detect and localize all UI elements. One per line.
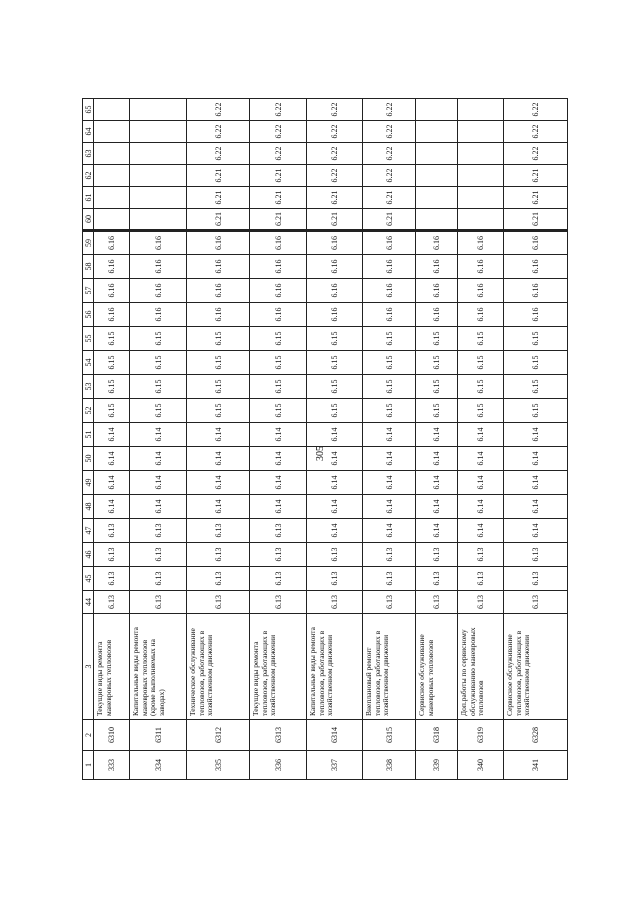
rate-table (82, 98, 568, 780)
value-cell: 6.15 (187, 351, 250, 375)
value-cell: 6.16 (130, 303, 187, 327)
value-cell: 6.21 (363, 209, 416, 231)
value-cell (458, 143, 504, 165)
value-cell: 6.14 (94, 447, 130, 471)
value-cell: 6.13 (307, 567, 363, 591)
column-header: 58 (83, 255, 94, 279)
value-cell: 6.15 (458, 327, 504, 351)
code-cell: 6314 (307, 720, 363, 751)
work-name-cell: Сервисное обслуживание маневровых тепловозов (416, 614, 458, 720)
value-cell: 6.13 (250, 591, 307, 614)
value-cell: 6.16 (363, 231, 416, 255)
value-cell: 6.14 (458, 447, 504, 471)
value-cell: 6.15 (94, 351, 130, 375)
value-cell: 6.14 (94, 495, 130, 519)
value-cell: 6.13 (458, 567, 504, 591)
value-cell: 6.22 (307, 99, 363, 121)
value-cell: 6.22 (504, 143, 568, 165)
value-cell: 6.16 (416, 303, 458, 327)
column-header: 52 (83, 399, 94, 423)
table-row (363, 99, 416, 780)
value-cell: 6.15 (363, 351, 416, 375)
row-number-cell: 340 (458, 751, 504, 780)
value-cell: 6.14 (187, 447, 250, 471)
value-cell: 6.15 (458, 375, 504, 399)
code-cell: 6319 (458, 720, 504, 751)
value-cell: 6.14 (504, 423, 568, 447)
column-header: 57 (83, 279, 94, 303)
page-number: 305 (314, 445, 326, 461)
value-cell: 6.16 (130, 255, 187, 279)
value-cell: 6.13 (130, 543, 187, 567)
value-cell: 6.13 (187, 543, 250, 567)
value-cell: 6.15 (363, 399, 416, 423)
value-cell: 6.16 (187, 231, 250, 255)
value-cell (458, 99, 504, 121)
column-header: 64 (83, 121, 94, 143)
column-header: 48 (83, 495, 94, 519)
value-cell (416, 143, 458, 165)
value-cell: 6.16 (307, 303, 363, 327)
value-cell: 6.14 (363, 495, 416, 519)
value-cell: 6.13 (187, 519, 250, 543)
column-header: 56 (83, 303, 94, 327)
value-cell: 6.13 (307, 591, 363, 614)
value-cell: 6.15 (187, 399, 250, 423)
value-cell: 6.15 (130, 327, 187, 351)
value-cell: 6.13 (504, 591, 568, 614)
value-cell (130, 187, 187, 209)
value-cell: 6.16 (94, 279, 130, 303)
value-cell: 6.15 (307, 399, 363, 423)
value-cell: 6.21 (307, 187, 363, 209)
value-cell: 6.15 (187, 375, 250, 399)
value-cell: 6.14 (250, 495, 307, 519)
row-number-cell: 338 (363, 751, 416, 780)
value-cell: 6.21 (187, 209, 250, 231)
value-cell: 6.14 (504, 519, 568, 543)
value-cell: 6.13 (416, 567, 458, 591)
value-cell: 6.15 (504, 399, 568, 423)
value-cell: 6.13 (363, 567, 416, 591)
column-header: 65 (83, 99, 94, 121)
value-cell: 6.15 (94, 327, 130, 351)
value-cell: 6.15 (416, 399, 458, 423)
table-row (504, 99, 568, 780)
value-cell: 6.21 (504, 209, 568, 231)
value-cell: 6.22 (250, 143, 307, 165)
rate-table-wrapper (82, 102, 556, 780)
table-row (250, 99, 307, 780)
column-header: 2 (83, 720, 94, 751)
table-row (130, 99, 187, 780)
value-cell: 6.16 (416, 255, 458, 279)
value-cell: 6.15 (130, 399, 187, 423)
value-cell: 6.15 (130, 351, 187, 375)
value-cell: 6.16 (458, 255, 504, 279)
value-cell: 6.22 (363, 99, 416, 121)
value-cell: 6.15 (130, 375, 187, 399)
value-cell (94, 121, 130, 143)
value-cell: 6.16 (363, 255, 416, 279)
table-row (416, 99, 458, 780)
value-cell: 6.13 (458, 591, 504, 614)
value-cell (458, 209, 504, 231)
value-cell: 6.22 (504, 121, 568, 143)
value-cell (416, 121, 458, 143)
value-cell (416, 209, 458, 231)
code-cell: 6313 (250, 720, 307, 751)
value-cell: 6.22 (363, 121, 416, 143)
column-header: 63 (83, 143, 94, 165)
value-cell (416, 165, 458, 187)
value-cell (130, 209, 187, 231)
value-cell: 6.14 (504, 447, 568, 471)
value-cell: 6.14 (94, 471, 130, 495)
value-cell: 6.22 (187, 99, 250, 121)
value-cell: 6.14 (504, 471, 568, 495)
value-cell: 6.15 (416, 327, 458, 351)
value-cell: 6.14 (458, 471, 504, 495)
column-header: 54 (83, 351, 94, 375)
value-cell: 6.13 (94, 591, 130, 614)
value-cell: 6.14 (307, 471, 363, 495)
value-cell: 6.16 (187, 303, 250, 327)
value-cell: 6.13 (504, 567, 568, 591)
value-cell (94, 143, 130, 165)
value-cell: 6.16 (416, 279, 458, 303)
value-cell: 6.15 (458, 351, 504, 375)
table-row (458, 99, 504, 780)
row-number-cell: 333 (94, 751, 130, 780)
value-cell: 6.16 (458, 279, 504, 303)
value-cell: 6.15 (307, 351, 363, 375)
value-cell: 6.15 (250, 375, 307, 399)
value-cell: 6.14 (130, 447, 187, 471)
value-cell: 6.14 (187, 423, 250, 447)
value-cell: 6.16 (130, 279, 187, 303)
value-cell: 6.22 (187, 121, 250, 143)
value-cell: 6.22 (307, 143, 363, 165)
value-cell: 6.15 (250, 351, 307, 375)
row-number-cell: 335 (187, 751, 250, 780)
value-cell: 6.16 (94, 303, 130, 327)
value-cell: 6.22 (187, 143, 250, 165)
value-cell: 6.13 (363, 591, 416, 614)
column-header: 51 (83, 423, 94, 447)
value-cell: 6.13 (504, 543, 568, 567)
value-cell: 6.13 (416, 591, 458, 614)
table-row (307, 99, 363, 780)
value-cell: 6.16 (363, 303, 416, 327)
value-cell: 6.15 (250, 399, 307, 423)
value-cell: 6.14 (458, 423, 504, 447)
value-cell: 6.14 (307, 423, 363, 447)
value-cell: 6.21 (363, 187, 416, 209)
value-cell: 6.13 (250, 567, 307, 591)
value-cell: 6.16 (504, 279, 568, 303)
value-cell: 6.15 (416, 375, 458, 399)
value-cell: 6.14 (416, 519, 458, 543)
value-cell: 6.15 (250, 327, 307, 351)
value-cell: 6.14 (250, 447, 307, 471)
value-cell: 6.14 (187, 471, 250, 495)
column-header: 49 (83, 471, 94, 495)
value-cell: 6.16 (187, 255, 250, 279)
value-cell: 6.15 (307, 327, 363, 351)
row-number-cell: 341 (504, 751, 568, 780)
value-cell: 6.14 (504, 495, 568, 519)
value-cell: 6.16 (504, 231, 568, 255)
column-header: 1 (83, 751, 94, 780)
value-cell: 6.21 (250, 187, 307, 209)
value-cell: 6.16 (250, 255, 307, 279)
row-number-cell: 334 (130, 751, 187, 780)
value-cell: 6.21 (187, 187, 250, 209)
column-header: 47 (83, 519, 94, 543)
value-cell: 6.16 (130, 231, 187, 255)
value-cell: 6.21 (250, 209, 307, 231)
value-cell: 6.14 (130, 495, 187, 519)
value-cell: 6.14 (363, 471, 416, 495)
value-cell (458, 121, 504, 143)
value-cell (94, 209, 130, 231)
column-header: 60 (83, 209, 94, 231)
code-cell: 6311 (130, 720, 187, 751)
table-row (187, 99, 250, 780)
work-name-cell: Доп.работы по сервисному обслуживанию маневровых тепловозов (458, 614, 504, 720)
column-header: 62 (83, 165, 94, 187)
value-cell (416, 99, 458, 121)
code-cell: 6310 (94, 720, 130, 751)
code-cell: 6312 (187, 720, 250, 751)
table-body (83, 99, 568, 780)
value-cell: 6.21 (187, 165, 250, 187)
value-cell: 6.14 (130, 423, 187, 447)
value-cell: 6.13 (458, 543, 504, 567)
value-cell: 6.14 (416, 447, 458, 471)
value-cell (416, 187, 458, 209)
value-cell: 6.13 (250, 519, 307, 543)
value-cell: 6.13 (187, 567, 250, 591)
value-cell (130, 99, 187, 121)
value-cell: 6.15 (504, 351, 568, 375)
value-cell (130, 121, 187, 143)
value-cell: 6.13 (307, 543, 363, 567)
column-header: 61 (83, 187, 94, 209)
value-cell: 6.16 (307, 231, 363, 255)
value-cell: 6.22 (307, 121, 363, 143)
value-cell: 6.22 (363, 143, 416, 165)
value-cell: 6.22 (363, 165, 416, 187)
value-cell: 6.13 (94, 543, 130, 567)
value-cell: 6.13 (416, 543, 458, 567)
work-name-cell: Внеплановый ремонт тепловозов, работающих в хозяйственном движении (363, 614, 416, 720)
value-cell: 6.14 (363, 423, 416, 447)
column-header: 55 (83, 327, 94, 351)
code-cell: 6328 (504, 720, 568, 751)
value-cell: 6.13 (250, 543, 307, 567)
work-name-cell: Техническое обслуживание тепловозов, работающих в хозяйственном движении (187, 614, 250, 720)
column-header: 3 (83, 614, 94, 720)
value-cell: 6.21 (307, 209, 363, 231)
value-cell (94, 187, 130, 209)
value-cell: 6.14 (307, 447, 363, 471)
value-cell: 6.15 (94, 399, 130, 423)
column-header: 46 (83, 543, 94, 567)
value-cell: 6.16 (307, 255, 363, 279)
value-cell: 6.16 (416, 231, 458, 255)
value-cell: 6.21 (504, 187, 568, 209)
value-cell: 6.15 (187, 327, 250, 351)
value-cell (130, 143, 187, 165)
value-cell: 6.16 (250, 303, 307, 327)
value-cell: 6.21 (504, 165, 568, 187)
work-name-cell: Капитальные виды ремонта маневровых тепловозов (кроме выполняемых на заводах) (130, 614, 187, 720)
value-cell: 6.14 (416, 423, 458, 447)
value-cell: 6.14 (458, 495, 504, 519)
value-cell: 6.15 (94, 375, 130, 399)
work-name-cell: Текущие виды ремонта маневровых тепловозов (94, 614, 130, 720)
value-cell: 6.16 (363, 279, 416, 303)
column-header: 50 (83, 447, 94, 471)
value-cell: 6.14 (187, 495, 250, 519)
value-cell: 6.16 (458, 303, 504, 327)
value-cell: 6.15 (363, 375, 416, 399)
work-name-cell: Сервисное обслуживание тепловозов, работающих в хозяйственном движении (504, 614, 568, 720)
column-header: 53 (83, 375, 94, 399)
row-number-cell: 337 (307, 751, 363, 780)
value-cell: 6.22 (250, 121, 307, 143)
value-cell (458, 187, 504, 209)
value-cell: 6.16 (504, 255, 568, 279)
work-name-cell: Текущие виды ремонта тепловозов, работающих в хозяйственном движении (250, 614, 307, 720)
value-cell: 6.15 (504, 375, 568, 399)
value-cell: 6.16 (250, 279, 307, 303)
value-cell (130, 165, 187, 187)
value-cell: 6.15 (307, 375, 363, 399)
value-cell: 6.14 (250, 471, 307, 495)
value-cell: 6.15 (363, 327, 416, 351)
value-cell: 6.14 (416, 471, 458, 495)
value-cell: 6.13 (94, 567, 130, 591)
row-number-cell: 336 (250, 751, 307, 780)
column-header: 45 (83, 567, 94, 591)
code-cell: 6318 (416, 720, 458, 751)
value-cell (94, 165, 130, 187)
work-name-cell: Капитальные виды ремонта тепловозов, работающих в хозяйственном движении (307, 614, 363, 720)
value-cell: 6.16 (94, 255, 130, 279)
value-cell: 6.14 (130, 471, 187, 495)
value-cell: 6.21 (250, 165, 307, 187)
value-cell (458, 165, 504, 187)
value-cell: 6.13 (130, 567, 187, 591)
value-cell: 6.14 (458, 519, 504, 543)
value-cell: 6.14 (416, 495, 458, 519)
value-cell: 6.14 (363, 519, 416, 543)
table-row (94, 99, 130, 780)
value-cell: 6.14 (94, 423, 130, 447)
value-cell: 6.14 (250, 423, 307, 447)
value-cell: 6.13 (363, 543, 416, 567)
value-cell: 6.15 (458, 399, 504, 423)
value-cell: 6.16 (458, 231, 504, 255)
value-cell: 6.22 (504, 99, 568, 121)
value-cell: 6.16 (504, 303, 568, 327)
value-cell: 6.13 (94, 519, 130, 543)
value-cell: 6.14 (307, 495, 363, 519)
row-number-cell: 339 (416, 751, 458, 780)
value-cell: 6.15 (504, 327, 568, 351)
value-cell: 6.16 (187, 279, 250, 303)
value-cell: 6.14 (363, 447, 416, 471)
column-header: 59 (83, 231, 94, 255)
column-header: 44 (83, 591, 94, 614)
code-cell: 6315 (363, 720, 416, 751)
value-cell: 6.14 (307, 519, 363, 543)
value-cell: 6.16 (307, 279, 363, 303)
value-cell: 6.13 (187, 591, 250, 614)
value-cell: 6.13 (130, 591, 187, 614)
value-cell: 6.16 (94, 231, 130, 255)
table-header-row (83, 99, 94, 780)
value-cell: 6.15 (416, 351, 458, 375)
value-cell (94, 99, 130, 121)
value-cell: 6.22 (250, 99, 307, 121)
value-cell: 6.13 (130, 519, 187, 543)
value-cell: 6.22 (307, 165, 363, 187)
value-cell: 6.16 (250, 231, 307, 255)
